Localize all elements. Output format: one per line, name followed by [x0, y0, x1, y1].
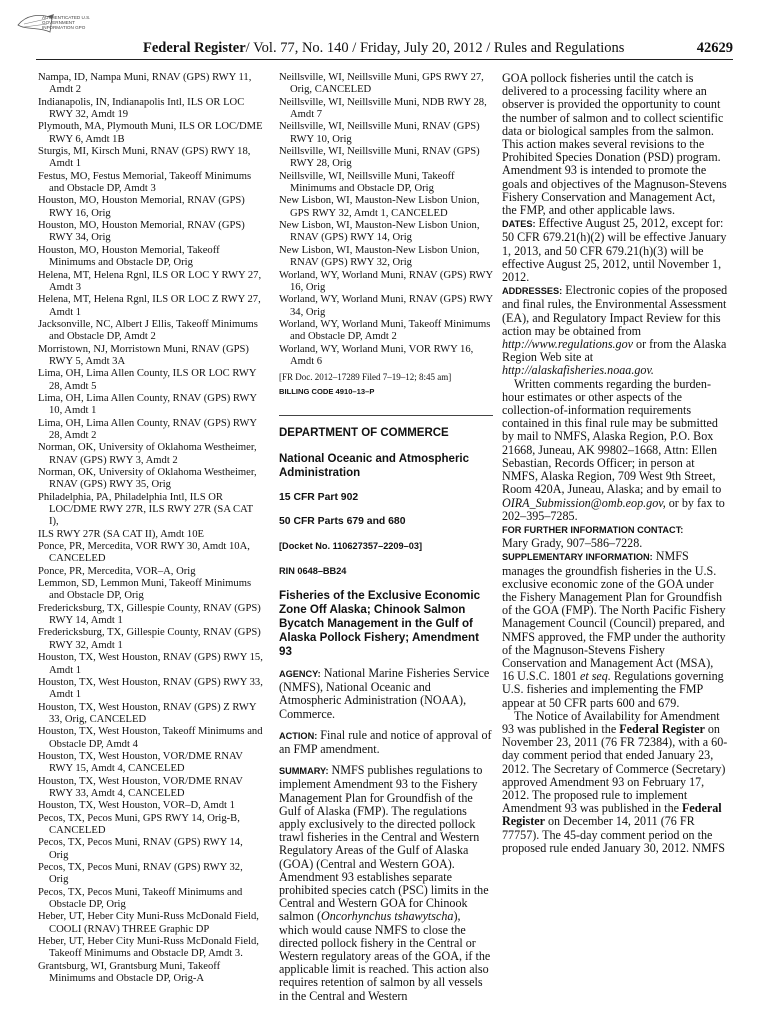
procedure-entry: Morristown, NJ, Morristown Muni, RNAV (GPS) RWY 5, Amdt 3A	[38, 343, 249, 367]
notice-text-c: on December 14, 2011 (76 FR 77757). The 45-day comment period on the proposed rule ended January 30, 2012. NMFS	[502, 814, 726, 855]
publication-name: Federal Register	[143, 40, 246, 56]
cfr-part-1: 15 CFR Part 902	[279, 491, 359, 503]
federal-register-ref-2: Federal Register	[502, 801, 722, 829]
procedure-entry: Neillsville, WI, Neillsville Muni, Takeoff Minimums and Obstacle DP, Orig	[279, 170, 455, 195]
procedure-entry: Lima, OH, Lima Allen County, RNAV (GPS) RWY 28, Amdt 2	[38, 417, 257, 441]
agency-text: National Marine Fisheries Service (NMFS), National Oceanic and Atmospheric Administration (NOAA), Commerce.	[279, 665, 490, 721]
cfr-part-2: 50 CFR Parts 679 and 680	[279, 515, 406, 527]
procedure-entry: Houston, MO, Houston Memorial, RNAV (GPS) RWY 16, Orig	[38, 195, 245, 219]
agency-heading: National Oceanic and Atmospheric Administration	[279, 452, 470, 479]
procedure-entry: New Lisbon, WI, Mauston-New Lisbon Union, RNAV (GPS) RWY 32, Orig	[279, 244, 480, 269]
addresses-text-a: Electronic copies of the proposed and final rules, the Environmental Assessment (EA), and Regulatory Impact Review for this action may be obtained from	[502, 283, 728, 338]
procedure-entry: Neillsville, WI, Neillsville Muni, GPS RWY 27, Orig, CANCELED	[279, 72, 484, 96]
procedure-entry: Lima, OH, Lima Allen County, ILS OR LOC RWY 28, Amdt 5	[38, 368, 257, 392]
procedure-entry: Norman, OK, University of Oklahoma Westheimer, RNAV (GPS) RWY 3, Amdt 2	[38, 442, 257, 466]
procedure-entry: Jacksonville, NC, Albert J Ellis, Takeoff Minimums and Obstacle DP, Amdt 2	[38, 318, 258, 343]
supplementary-label: SUPPLEMENTARY INFORMATION:	[502, 552, 653, 563]
notice-text-a: The Notice of Availability for Amendment 93 was published in the	[502, 708, 720, 736]
summary-paragraph	[279, 764, 493, 1003]
dates-label: DATES:	[502, 219, 536, 230]
rin-number: RIN 0648–BB24	[279, 565, 347, 576]
issue-info: / Vol. 77, No. 140 / Friday, July 20, 2012 / Rules and Regulations	[245, 40, 625, 56]
procedure-entry: New Lisbon, WI, Mauston-New Lisbon Union, RNAV (GPS) RWY 14, Orig	[279, 220, 480, 244]
procedure-entry: Heber, UT, Heber City Muni-Russ McDonald Field, COOLI (RNAV) THREE Graphic DP	[38, 911, 259, 935]
summary-text-b: ), which would cause NMFS to close the directed pollock fishery in the Central or Western regulatory areas of the GOA, if the applicable limit is reached. This action also requires retention of salmon by all vessels in the Central and Western	[279, 909, 491, 1003]
procedure-entry: Grantsburg, WI, Grantsburg Muni, Takeoff Minimums and Obstacle DP, Orig-A	[38, 960, 221, 985]
procedure-entry: Houston, TX, West Houston, VOR/DME RNAV RWY 15, Amdt 4, CANCELED	[38, 750, 243, 775]
document-title: Fisheries of the Exclusive Economic Zone Off Alaska; Chinook Salmon Bycatch Management in the Gulf of Alaska Pollock Fishery; Amendment 93	[279, 588, 481, 658]
procedure-entry: Houston, TX, West Houston, RNAV (GPS) RWY 15, Amdt 1	[38, 652, 263, 676]
comments-text-a: Written comments regarding the burden-hour estimates or other aspects of the collection-of-information requirements contained in this final rule may be submitted by mail to NMFS, Alaska Region, P.O. Box 21668, Juneau, AK 99802–1668, Attn: Ellen Sebastian, Records Officer; in person at NMFS, Alaska Region, 709 West 9th Street, Room 420A, Juneau, Alaska; and by email to	[502, 376, 722, 497]
procedure-entry: Lima, OH, Lima Allen County, RNAV (GPS) RWY 10, Amdt 1	[38, 392, 257, 417]
notice-paragraph	[502, 710, 728, 855]
regulations-gov-link[interactable]: http://www.regulations.gov	[502, 337, 634, 352]
billing-code: BILLING CODE 4910–13–P	[279, 387, 375, 397]
action-text: Final rule and notice of approval of an FMP amendment.	[279, 727, 492, 756]
procedure-entry: Ponce, PR, Mercedita, VOR RWY 30, Amdt 10A, CANCELED	[38, 541, 250, 565]
comments-paragraph	[502, 378, 728, 523]
summary-continued: GOA pollock fisheries until the catch is delivered to a processing facility where an observer is provided the opportunity to count the number of salmon and to collect scientific data or biological samples from the salmon. This action makes several revisions to the Prohibited Species Donation (PSD) program. Amendment 93 is intended to promote the goals and objectives of the Magnuson-Stevens Fishery Conservation and Management Act, the FMP, and other applicable laws.	[502, 71, 727, 218]
column-1	[38, 72, 264, 985]
procedure-entry: Worland, WY, Worland Muni, Takeoff Minimums and Obstacle DP, Amdt 2	[279, 318, 491, 343]
procedure-entry: Nampa, ID, Nampa Muni, RNAV (GPS) RWY 11, Amdt 2	[38, 72, 252, 96]
action-paragraph	[279, 729, 493, 756]
fr-doc-note: [FR Doc. 2012–17289 Filed 7–19–12; 8:45 am]	[279, 372, 452, 383]
procedure-entry: Houston, MO, Houston Memorial, Takeoff Minimums and Obstacle DP, Orig	[38, 244, 220, 269]
procedure-entry: Worland, WY, Worland Muni, VOR RWY 16, Amdt 6	[279, 343, 474, 367]
procedure-entry: Heber, UT, Heber City Muni-Russ McDonald Field, Takeoff Minimums and Obstacle DP, Amdt 3.	[38, 936, 259, 960]
notice-text-b: on November 23, 2011 (76 FR 72384), with a 60-day comment period that ended January 23, 2012. The Secretary of Commerce (Secretary) approved Amendment 93 on February 17, 2012. The proposed rule to implement Amendment 93 was published in the	[502, 721, 728, 816]
contact-paragraph	[502, 523, 728, 550]
procedure-entry: Pecos, TX, Pecos Muni, RNAV (GPS) RWY 32, Orig	[38, 862, 243, 886]
procedure-entry: Plymouth, MA, Plymouth Muni, ILS OR LOC/DME RWY 6, Amdt 1B	[38, 121, 263, 145]
procedure-entry: Houston, TX, West Houston, VOR–D, Amdt 1	[38, 800, 235, 812]
procedure-entry: Houston, TX, West Houston, Takeoff Minimums and Obstacle DP, Amdt 4	[38, 726, 263, 750]
contact-text: Mary Grady, 907–586–7228.	[502, 536, 643, 551]
gpo-seal-label: AUTHENTICATED U.S. GOVERNMENT INFORMATION GPO	[42, 15, 91, 31]
procedure-entry: Houston, TX, West Houston, RNAV (GPS) Z RWY 33, Orig, CANCELED	[38, 701, 257, 725]
column-3	[502, 72, 728, 855]
agency-paragraph	[279, 667, 493, 721]
supplementary-paragraph	[502, 550, 728, 709]
department-heading: DEPARTMENT OF COMMERCE	[279, 426, 449, 439]
procedure-entry: Houston, MO, Houston Memorial, RNAV (GPS) RWY 34, Orig	[38, 220, 245, 244]
addresses-paragraph	[502, 284, 728, 377]
procedure-entry: Houston, TX, West Houston, VOR/DME RNAV RWY 33, Amdt 4, CANCELED	[38, 775, 243, 799]
docket-number: [Docket No. 110627357–2209–03]	[279, 541, 423, 552]
procedure-entry: Festus, MO, Festus Memorial, Takeoff Minimums and Obstacle DP, Amdt 3	[38, 170, 252, 195]
summary-text-a: NMFS publishes regulations to implement Amendment 93 to the Fishery Management Plan for Groundfish of the Gulf of Alaska (FMP). The regulations apply exclusively to the directed pollock trawl fisheries in the Central and Western Regulatory Areas of the Gulf of Alaska (GOA) (Central and Western GOA). Amendment 93 establishes separate prohibited species catch (PSC) limits in the Central and Western GOA for Chinook salmon (	[279, 763, 489, 924]
column-2	[279, 72, 493, 1011]
header-title	[143, 40, 624, 57]
procedure-entry: Ponce, PR, Mercedita, VOR–A, Orig	[38, 565, 196, 577]
header-rule	[36, 59, 733, 60]
procedure-entry: New Lisbon, WI, Mauston-New Lisbon Union, GPS RWY 32, Amdt 1, CANCELED	[279, 195, 480, 219]
gpo-seal	[14, 10, 108, 40]
addresses-text-b: or from the Alaska Region Web site at	[502, 337, 727, 365]
procedure-entry: Philadelphia, PA, Philadelphia Intl, ILS OR LOC/DME RWY 27R, ILS RWY 27R (SA CAT I),	[38, 491, 253, 528]
oira-email-link[interactable]: OIRA_Submission@omb.eop.gov,	[502, 495, 666, 510]
contact-label: FOR FURTHER INFORMATION CONTACT:	[502, 524, 684, 535]
procedure-entry: Pecos, TX, Pecos Muni, GPS RWY 14, Orig-B, CANCELED	[38, 812, 240, 836]
section-separator	[279, 415, 493, 416]
procedure-entry: Sturgis, MI, Kirsch Muni, RNAV (GPS) RWY 18, Amdt 1	[38, 146, 251, 170]
procedure-entry: Fredericksburg, TX, Gillespie County, RNAV (GPS) RWY 14, Amdt 1	[38, 602, 261, 627]
procedure-entry: Worland, WY, Worland Muni, RNAV (GPS) RWY 16, Orig	[279, 269, 493, 293]
procedure-entry: Helena, MT, Helena Rgnl, ILS OR LOC Y RWY 27, Amdt 3	[38, 269, 262, 293]
et-seq: et seq.	[579, 669, 611, 684]
procedure-list	[279, 72, 493, 368]
action-label: ACTION:	[279, 730, 318, 741]
procedure-entry: Houston, TX, West Houston, RNAV (GPS) RWY 33, Amdt 1	[38, 676, 263, 701]
summary-label: SUMMARY:	[279, 766, 329, 777]
procedure-entry: Lemmon, SD, Lemmon Muni, Takeoff Minimums and Obstacle DP, Orig	[38, 578, 252, 602]
agency-label: AGENCY:	[279, 668, 321, 679]
alaska-fisheries-link[interactable]: http://alaskafisheries.noaa.gov.	[502, 363, 654, 378]
procedure-entry: Pecos, TX, Pecos Muni, RNAV (GPS) RWY 14, Orig	[38, 837, 243, 861]
procedure-entry: Worland, WY, Worland Muni, RNAV (GPS) RWY 34, Orig	[279, 294, 493, 318]
supplementary-text-b: Regulations governing U.S. fisheries and implementing the FMP appear at 50 CFR parts 600 and 679.	[502, 669, 724, 710]
procedure-entry: ILS RWY 27R (SA CAT II), Amdt 10E	[38, 528, 204, 540]
dates-paragraph	[502, 217, 728, 284]
federal-register-ref-1: Federal Register	[619, 721, 705, 736]
procedure-entry: Norman, OK, University of Oklahoma Westheimer, RNAV (GPS) RWY 35, Orig	[38, 467, 257, 491]
dates-text: Effective August 25, 2012, except for: 50 CFR 679.21(h)(2) will be effective January 1, 2013, and 50 CFR 679.21(h)(3) will be effective August 25, 2012, until November 1, 2012.	[502, 216, 727, 285]
supplementary-text-a: NMFS manages the groundfish fisheries in the U.S. exclusive economic zone of the GOA under the Fishery Management Plan for Groundfish of the GOA (FMP). The North Pacific Fishery Management Council (Council) prepared, and NMFS approved, the FMP under the authority of the Magnuson-Stevens Fishery Conservation and Management Act (MSA), 16 U.S.C. 1801	[502, 549, 726, 684]
species-name: Oncorhynchus tshawytscha	[321, 909, 454, 924]
comments-text-b: or by fax to 202–395–7285.	[502, 495, 725, 523]
procedure-entry: Pecos, TX, Pecos Muni, Takeoff Minimums and Obstacle DP, Orig	[38, 886, 243, 911]
procedure-entry: Indianapolis, IN, Indianapolis Intl, ILS OR LOC RWY 32, Amdt 19	[38, 96, 245, 121]
procedure-entry: Neillsville, WI, Neillsville Muni, RNAV (GPS) RWY 10, Orig	[279, 121, 480, 145]
procedure-entry: Helena, MT, Helena Rgnl, ILS OR LOC Z RWY 27, Amdt 1	[38, 294, 261, 318]
page-number: 42629	[696, 40, 733, 56]
procedure-entry: Neillsville, WI, Neillsville Muni, NDB RWY 28, Amdt 7	[279, 96, 487, 121]
addresses-label: ADDRESSES:	[502, 286, 563, 297]
procedure-entry: Fredericksburg, TX, Gillespie County, RNAV (GPS) RWY 32, Amdt 1	[38, 627, 261, 651]
procedure-entry: Neillsville, WI, Neillsville Muni, RNAV (GPS) RWY 28, Orig	[279, 146, 480, 170]
